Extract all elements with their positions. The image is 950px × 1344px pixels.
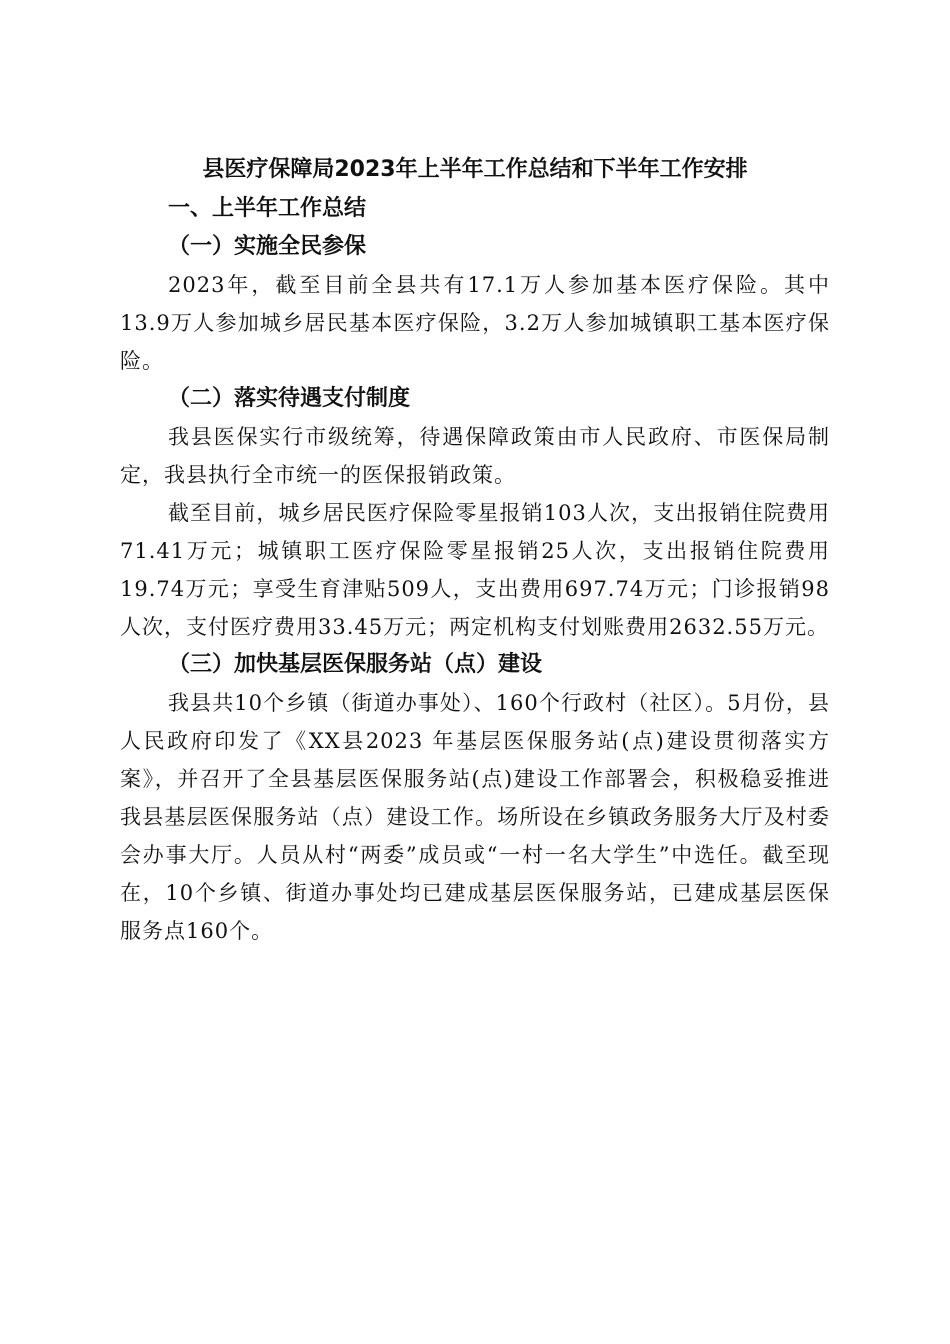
document-title: 县医疗保障局2023年上半年工作总结和下半年工作安排	[202, 157, 748, 182]
subsection-heading-enrollment: （一）实施全民参保	[168, 234, 367, 259]
document-body	[120, 150, 830, 950]
paragraph-benefits-figures: 截至目前，城乡居民医疗保险零星报销103人次，支出报销住院费用71.41万元；城镇职工医疗保险零星报销25人次，支出报销住院费用19.74万元；享受生育津贴509人，支出费用697.74万元；门诊报销98人次，支付医疗费用33.45万元；两定机构支付划账费用2632.55万元。	[120, 501, 830, 639]
paragraph-service-stations: 我县共10个乡镇（街道办事处）、160个行政村（社区）。5月份，县人民政府印发了《XX县2023 年基层医保服务站(点)建设贯彻落实方案》，并召开了全县基层医保服务站(点)建设工作部署会，积极稳妥推进我县基层医保服务站（点）建设工作。场所设在乡镇政务服务大厅及村委会办事大厅。人员从村“两委”成员或“一村一名大学生”中选任。截至现在，10个乡镇、街道办事处均已建成基层医保服务站，已建成基层医保服务点160个。	[120, 691, 830, 943]
section-heading-summary: 一、上半年工作总结	[168, 196, 367, 221]
subsection-heading-benefits: （二）落实待遇支付制度	[168, 386, 411, 411]
paragraph-enrollment: 2023年，截至目前全县共有17.1万人参加基本医疗保险。其中13.9万人参加城乡居民基本医疗保险，3.2万人参加城镇职工基本医疗保险。	[120, 273, 830, 373]
subsection-heading-service-stations: （三）加快基层医保服务站（点）建设	[168, 652, 543, 677]
paragraph-benefits-policy: 我县医保实行市级统筹，待遇保障政策由市人民政府、市医保局制定，我县执行全市统一的医保报销政策。	[120, 425, 830, 487]
